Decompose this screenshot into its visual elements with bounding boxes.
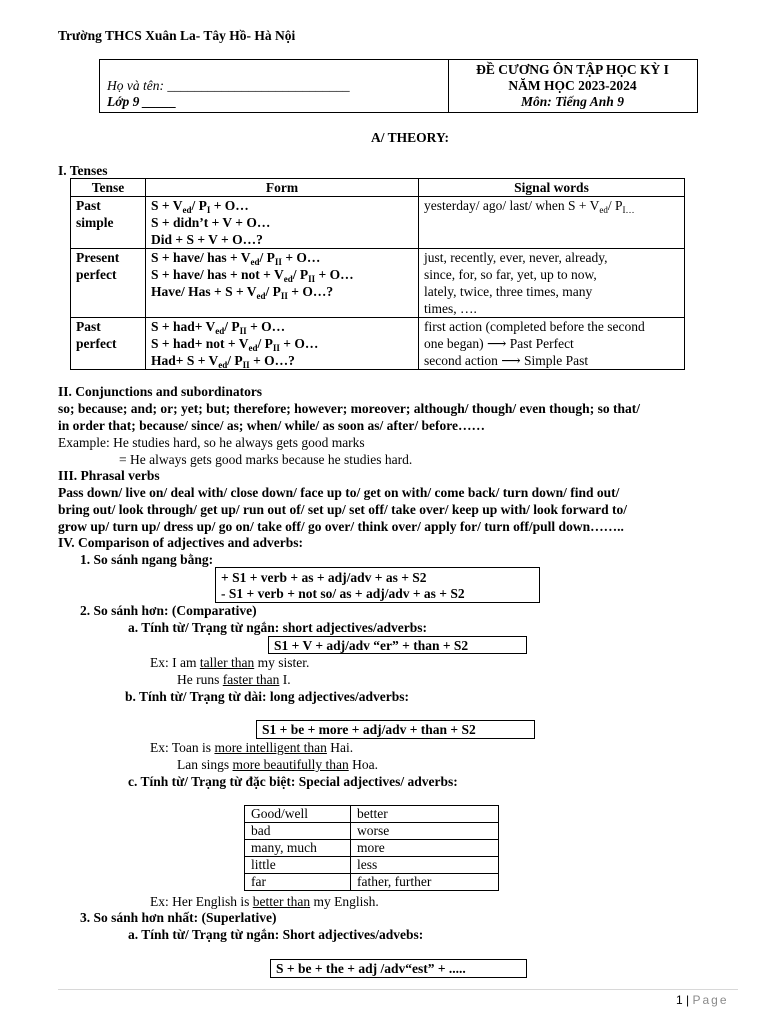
comparative-long-formula-box	[256, 720, 535, 739]
comparative-form: worse	[351, 823, 499, 840]
superlative-heading: 3. So sánh hơn nhất: (Superlative)	[80, 910, 277, 925]
special-adj-heading: c. Tính từ/ Trạng từ đặc biệt: Special adjectives/ adverbs:	[128, 774, 458, 789]
form-line: $S + had+ V_{ed}/$ $P_{II}$ + O…	[151, 319, 286, 336]
phrasal-list-line: Pass down/ live on/ deal with/ close down/ face up to/ get on with/ come back/ turn down/ find out/	[58, 485, 620, 500]
comparison-heading: IV. Comparison of adjectives and adverbs:	[58, 535, 304, 550]
tense-form	[146, 249, 419, 318]
comparative-form: father, further	[351, 874, 499, 891]
tense-form	[146, 197, 419, 249]
comparative-long-formula: S1 + be + more + adj/adv + than + S2	[262, 722, 476, 737]
table-row	[245, 806, 499, 823]
footer-divider	[58, 989, 738, 990]
equal-heading: 1. So sánh ngang bằng:	[80, 552, 214, 567]
superlative-formula: S + be + the + adj /adv“est” + .....	[276, 961, 466, 976]
table-row	[71, 249, 685, 318]
conjunction-example: Example: He studies hard, so he always gets good marks	[58, 435, 365, 450]
example-line: Ex: Her English is better than my English.	[150, 894, 379, 909]
col-header-tense: Tense	[71, 179, 146, 197]
comparative-form: better	[351, 806, 499, 823]
signal-line: just, recently, ever, never, already,	[424, 250, 608, 265]
conjunction-example: = He always gets good marks because he studies hard.	[119, 452, 413, 467]
example-line: He runs faster than I.	[177, 672, 291, 687]
signal-line: first action (completed before the second	[424, 319, 645, 334]
form-line: Did + S + V + O…?	[151, 232, 263, 247]
comparative-form: more	[351, 840, 499, 857]
tense-signal	[419, 197, 685, 249]
comparative-form: less	[351, 857, 499, 874]
base-form: many, much	[245, 840, 351, 857]
equal-formula-negative: - S1 + verb + not so/ as + adj/adv + as + S2	[221, 586, 465, 601]
table-row	[245, 857, 499, 874]
signal-line: second action ⟶ Simple Past	[424, 353, 589, 368]
example-line: Lan sings more beautifully than Hoa.	[177, 757, 378, 772]
conjunctions-list-line: so; because; and; or; yet; but; therefore; however; moreover; although/ though/ even though; so that/	[58, 401, 640, 416]
base-form: bad	[245, 823, 351, 840]
form-line: Have/ Has + $S + V_{ed}/$ $P_{II}$ + O…?	[151, 284, 334, 301]
superlative-short-heading: a. Tính từ/ Trạng từ ngắn: Short adjectives/advebs:	[128, 927, 424, 942]
tenses-heading: I. Tenses	[58, 163, 108, 178]
tense-name-line: perfect	[76, 267, 117, 282]
tense-name-line: simple	[76, 215, 114, 230]
tenses-header-row	[71, 179, 685, 197]
comparative-short-formula-box	[268, 636, 527, 654]
base-form: little	[245, 857, 351, 874]
equal-formula-box	[215, 567, 540, 603]
school-year: NĂM HỌC 2023-2024	[508, 78, 637, 93]
tense-signal	[419, 249, 685, 318]
example-line: Ex: I am taller than my sister.	[150, 655, 310, 670]
conjunctions-list-line: in order that; because/ since/ as; when/ while/ as soon as/ after/ before……	[58, 418, 485, 433]
footer-separator: |	[682, 993, 693, 1007]
tense-signal	[419, 318, 685, 370]
tense-name-line: Past	[76, 198, 101, 213]
tense-name	[71, 197, 146, 249]
base-form: Good/well	[245, 806, 351, 823]
tense-name-line: perfect	[76, 336, 117, 351]
name-field-label: Họ và tên: ___________________________	[107, 78, 350, 93]
signal-line: lately, twice, three times, many	[424, 284, 593, 299]
signal-line: times, ….	[424, 301, 477, 316]
comparative-heading: 2. So sánh hơn: (Comparative)	[80, 603, 257, 618]
tense-name	[71, 318, 146, 370]
table-row	[71, 197, 685, 249]
outline-title: ĐỀ CƯƠNG ÔN TẬP HỌC KỲ I	[476, 62, 669, 77]
tense-name-line: Past	[76, 319, 101, 334]
table-row	[71, 318, 685, 370]
col-header-form: Form	[146, 179, 419, 197]
subject-label: Môn: Tiếng Anh 9	[521, 94, 624, 109]
tenses-table	[70, 178, 685, 370]
page-number: 1	[676, 993, 683, 1007]
signal-line: one began) ⟶ Past Perfect	[424, 336, 574, 351]
superlative-formula-box	[270, 959, 527, 978]
short-adj-heading: a. Tính từ/ Trạng từ ngắn: short adjectives/adverbs:	[128, 620, 427, 635]
page-label: Page	[692, 993, 729, 1007]
form-line: S + have/ has + $V_{ed}/$ $P_{II}$ + O…	[151, 250, 321, 267]
phrasal-list-line: grow up/ turn up/ dress up/ go on/ take off/ go over/ think over/ apply for/ turn off/pull down……..	[58, 519, 624, 534]
special-adjectives-table	[244, 805, 499, 891]
conjunctions-heading: II. Conjunctions and subordinators	[58, 384, 263, 399]
long-adj-heading: b. Tính từ/ Trạng từ dài: long adjectives/adverbs:	[125, 689, 409, 704]
example-line: Ex: Toan is more intelligent than Hai.	[150, 740, 354, 755]
signal-line: since, for, so far, yet, up to now,	[424, 267, 597, 282]
form-line: $S + V_{ed}/$ $P_I$ + O…	[151, 198, 249, 215]
tense-form	[146, 318, 419, 370]
form-line: S + have/ has + not + $V_{ed}/$ $P_{II}$ + O…	[151, 267, 354, 284]
equal-formula-positive: + S1 + verb + as + adj/adv + as + S2	[221, 570, 427, 585]
page-footer	[676, 992, 729, 1009]
form-line: $Had+ S + V_{ed}/$ $P_{II}$ + O…?	[151, 353, 295, 370]
table-row	[245, 840, 499, 857]
signal-line: yesterday/ ago/ last/ when $S + V_{ed}/$ $P_{I\dots}$	[424, 198, 635, 215]
tense-name	[71, 249, 146, 318]
header-box	[99, 59, 698, 113]
phrasal-heading: III. Phrasal verbs	[58, 468, 160, 483]
table-row	[245, 823, 499, 840]
form-line: S + had+ not + $V_{ed}/$ $P_{II}$ + O…	[151, 336, 319, 353]
tense-name-line: Present	[76, 250, 120, 265]
school-name: Trường THCS Xuân La- Tây Hồ- Hà Nội	[58, 28, 296, 43]
class-field-label: Lớp 9 _____	[107, 94, 177, 109]
base-form: far	[245, 874, 351, 891]
theory-title: A/ THEORY:	[371, 130, 449, 145]
table-row	[245, 874, 499, 891]
phrasal-list-line: bring out/ look through/ get up/ run out of/ set up/ set off/ take over/ keep up with/ look forward to/	[58, 502, 628, 517]
form-line: S + didn’t + V + O…	[151, 215, 271, 230]
col-header-signal: Signal words	[419, 179, 685, 197]
comparative-short-formula: S1 + V + adj/adv “er” + than + S2	[274, 638, 469, 653]
